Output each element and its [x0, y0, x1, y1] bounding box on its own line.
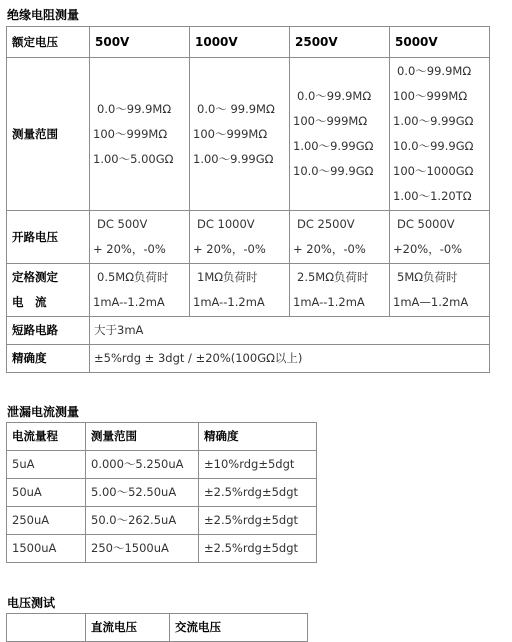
measurement-range-cell: 50.0～262.5uA — [86, 507, 199, 535]
short-circuit-label: 短路电路 — [7, 317, 90, 345]
range-value: 1.00～9.99GΩ — [193, 151, 274, 166]
voltage-test-table — [6, 613, 308, 642]
load-condition: 2.5MΩ负荷时 — [297, 270, 369, 284]
rated-current-label-line1: 定格测定 — [12, 270, 58, 284]
open-voltage-tolerance: + 20%，-0% — [193, 242, 266, 256]
open-voltage-cell-2500v — [290, 211, 390, 264]
open-voltage-label: 开路电压 — [7, 211, 90, 264]
rated-current-cell-2500v — [290, 264, 390, 317]
range-value: 0.0～ 99.9MΩ — [197, 101, 275, 116]
header-accuracy: 精确度 — [199, 423, 317, 451]
range-value: 1.00～1.20TΩ — [393, 189, 472, 203]
measurement-range-cell: 5.00～52.50uA — [86, 479, 199, 507]
range-value: 1.00～9.99GΩ — [293, 139, 374, 153]
measurement-range-cell: 0.000～5.250uA — [86, 451, 199, 479]
rated-current-row — [7, 264, 490, 317]
open-voltage-cell-5000v — [390, 211, 490, 264]
current-range-cell: 250uA — [7, 507, 86, 535]
header-measurement-range: 测量范围 — [86, 423, 199, 451]
range-cell-5000v — [390, 58, 490, 211]
voltage-5000v-header: 5000V — [390, 27, 490, 58]
accuracy-label: 精确度 — [7, 345, 90, 373]
voltage-2500v-header: 2500V — [290, 27, 390, 58]
open-voltage-value: DC 1000V — [197, 217, 255, 231]
accuracy-cell: ±2.5%rdg±5dgt — [199, 479, 317, 507]
accuracy-cell: ±10%rdg±5dgt — [199, 451, 317, 479]
accuracy-value: ±5%rdg ± 3dgt / ±20%(100GΩ以上) — [90, 345, 490, 373]
accuracy-row — [7, 345, 490, 373]
open-voltage-tolerance: + 20%，-0% — [293, 242, 366, 256]
range-value: 100～999MΩ — [193, 126, 268, 141]
header-dc-voltage: 直流电压 — [86, 614, 170, 642]
load-condition: 1MΩ负荷时 — [197, 270, 258, 284]
range-value: 0.0～99.9MΩ — [397, 64, 472, 78]
leakage-header-row — [7, 423, 317, 451]
current-range: 1mA—1.2mA — [393, 295, 469, 309]
measurement-range-cell: 250～1500uA — [86, 535, 199, 563]
range-value: 0.0～99.9MΩ — [297, 89, 372, 103]
rated-current-label — [7, 264, 90, 317]
current-range: 1mA--1.2mA — [93, 295, 165, 309]
open-voltage-value: DC 5000V — [397, 217, 455, 231]
current-range: 1mA--1.2mA — [193, 295, 265, 309]
open-voltage-row — [7, 211, 490, 264]
range-cell-500v — [90, 58, 190, 211]
rated-voltage-row — [7, 27, 490, 58]
leakage-title: 泄漏电流测量 — [7, 405, 80, 419]
accuracy-cell: ±2.5%rdg±5dgt — [199, 535, 317, 563]
load-condition: 0.5MΩ负荷时 — [97, 270, 169, 284]
range-value: 100～1000GΩ — [393, 164, 474, 178]
insulation-title: 绝缘电阻测量 — [7, 8, 80, 22]
range-cell-1000v — [190, 58, 290, 211]
rated-current-cell-1000v — [190, 264, 290, 317]
current-range-cell: 5uA — [7, 451, 86, 479]
current-range-cell: 50uA — [7, 479, 86, 507]
open-voltage-value: DC 500V — [97, 217, 148, 231]
open-voltage-tolerance: +20%，-0% — [393, 242, 463, 256]
rated-voltage-label: 额定电压 — [7, 27, 90, 58]
open-voltage-cell-500v — [90, 211, 190, 264]
range-value: 100～999MΩ — [293, 114, 368, 128]
range-value: 1.00～9.99GΩ — [393, 114, 474, 128]
voltage-500v-header: 500V — [90, 27, 190, 58]
open-voltage-value: DC 2500V — [297, 217, 355, 231]
header-blank — [7, 614, 86, 642]
insulation-table — [6, 26, 490, 373]
rated-current-label-line2: 电 流 — [12, 295, 47, 309]
short-circuit-row — [7, 317, 490, 345]
load-condition: 5MΩ负荷时 — [397, 270, 458, 284]
range-value: 1.00～5.00GΩ — [93, 151, 174, 166]
current-range: 1mA--1.2mA — [293, 295, 365, 309]
rated-current-cell-500v — [90, 264, 190, 317]
open-voltage-cell-1000v — [190, 211, 290, 264]
table-row — [7, 507, 317, 535]
leakage-table — [6, 422, 317, 563]
table-row — [7, 479, 317, 507]
table-row — [7, 535, 317, 563]
range-cell-2500v — [290, 58, 390, 211]
header-current-range: 电流量程 — [7, 423, 86, 451]
range-value: 100～999MΩ — [393, 89, 468, 103]
rated-current-cell-5000v — [390, 264, 490, 317]
voltage-test-title: 电压测试 — [7, 596, 56, 610]
open-voltage-tolerance: + 20%，-0% — [93, 242, 166, 256]
voltage-test-header-row — [7, 614, 308, 642]
measurement-range-row — [7, 58, 490, 211]
short-circuit-value: 大于3mA — [90, 317, 490, 345]
table-row — [7, 451, 317, 479]
measurement-range-label: 测量范围 — [7, 58, 90, 211]
current-range-cell: 1500uA — [7, 535, 86, 563]
range-value: 10.0～99.9GΩ — [293, 164, 374, 178]
voltage-1000v-header: 1000V — [190, 27, 290, 58]
range-value: 100～999MΩ — [93, 126, 168, 141]
range-value: 0.0～99.9MΩ — [97, 101, 172, 116]
accuracy-cell: ±2.5%rdg±5dgt — [199, 507, 317, 535]
header-ac-voltage: 交流电压 — [170, 614, 308, 642]
range-value: 10.0～99.9GΩ — [393, 139, 474, 153]
